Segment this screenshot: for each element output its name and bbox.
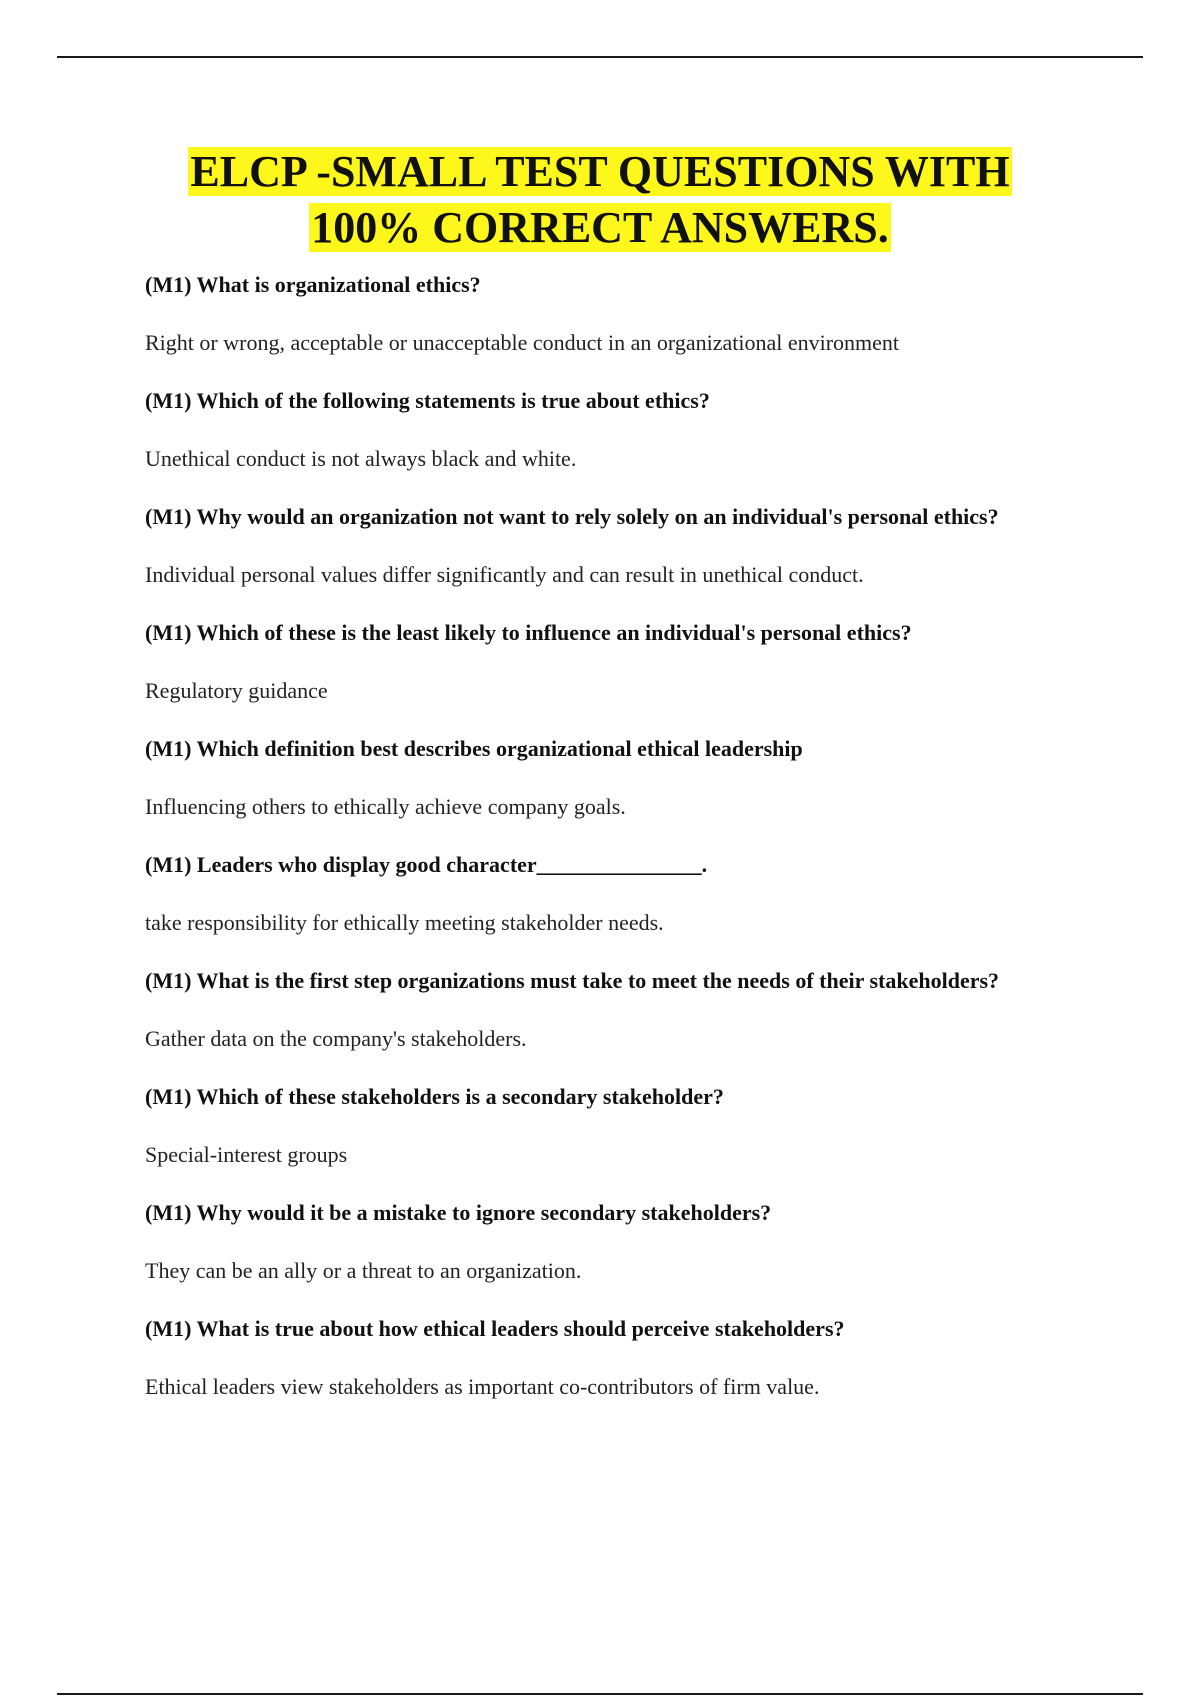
- question-text: (M1) Leaders who display good character_______________.: [145, 852, 708, 877]
- answer-text: Special-interest groups: [145, 1142, 348, 1167]
- qa-list: [145, 268, 1125, 1428]
- qa-item: [145, 848, 1125, 964]
- qa-item: [145, 1196, 1125, 1312]
- question-text: (M1) Which of the following statements is true about ethics?: [145, 388, 710, 413]
- document-title: [0, 144, 1200, 256]
- title-highlight-2: 100% CORRECT ANSWERS.: [311, 203, 889, 252]
- answer-text: Right or wrong, acceptable or unacceptable conduct in an organizational environment: [145, 330, 900, 355]
- qa-item: [145, 1080, 1125, 1196]
- qa-item: [145, 964, 1125, 1080]
- qa-item: [145, 500, 1125, 616]
- answer-text: Individual personal values differ significantly and can result in unethical conduct.: [145, 562, 864, 587]
- qa-item: [145, 732, 1125, 848]
- answer-text: Gather data on the company's stakeholders.: [145, 1026, 527, 1051]
- title-line-1: [0, 144, 1200, 200]
- answer-text: Influencing others to ethically achieve company goals.: [145, 794, 626, 819]
- question-text: (M1) Why would it be a mistake to ignore secondary stakeholders?: [145, 1200, 772, 1225]
- answer-text: Ethical leaders view stakeholders as important co-contributors of firm value.: [145, 1374, 820, 1399]
- question-text: (M1) Why would an organization not want to rely solely on an individual's personal ethics?: [145, 504, 999, 529]
- footer-rule: [57, 1693, 1143, 1695]
- title-line-2: [0, 200, 1200, 256]
- qa-item: [145, 616, 1125, 732]
- header-rule: [57, 56, 1143, 58]
- qa-item: [145, 1312, 1125, 1428]
- question-text: (M1) What is organizational ethics?: [145, 272, 481, 297]
- answer-text: take responsibility for ethically meeting stakeholder needs.: [145, 910, 664, 935]
- qa-item: [145, 384, 1125, 500]
- question-text: (M1) Which definition best describes organizational ethical leadership: [145, 736, 803, 761]
- title-highlight-1: ELCP -SMALL TEST QUESTIONS WITH: [190, 147, 1010, 196]
- answer-text: Regulatory guidance: [145, 678, 328, 703]
- qa-item: [145, 268, 1125, 384]
- question-text: (M1) What is the first step organizations must take to meet the needs of their stakeholders?: [145, 968, 1000, 993]
- question-text: (M1) Which of these stakeholders is a secondary stakeholder?: [145, 1084, 724, 1109]
- answer-text: They can be an ally or a threat to an organization.: [145, 1258, 582, 1283]
- answer-text: Unethical conduct is not always black and white.: [145, 446, 577, 471]
- question-text: (M1) Which of these is the least likely to influence an individual's personal ethics?: [145, 620, 912, 645]
- question-text: (M1) What is true about how ethical leaders should perceive stakeholders?: [145, 1316, 845, 1341]
